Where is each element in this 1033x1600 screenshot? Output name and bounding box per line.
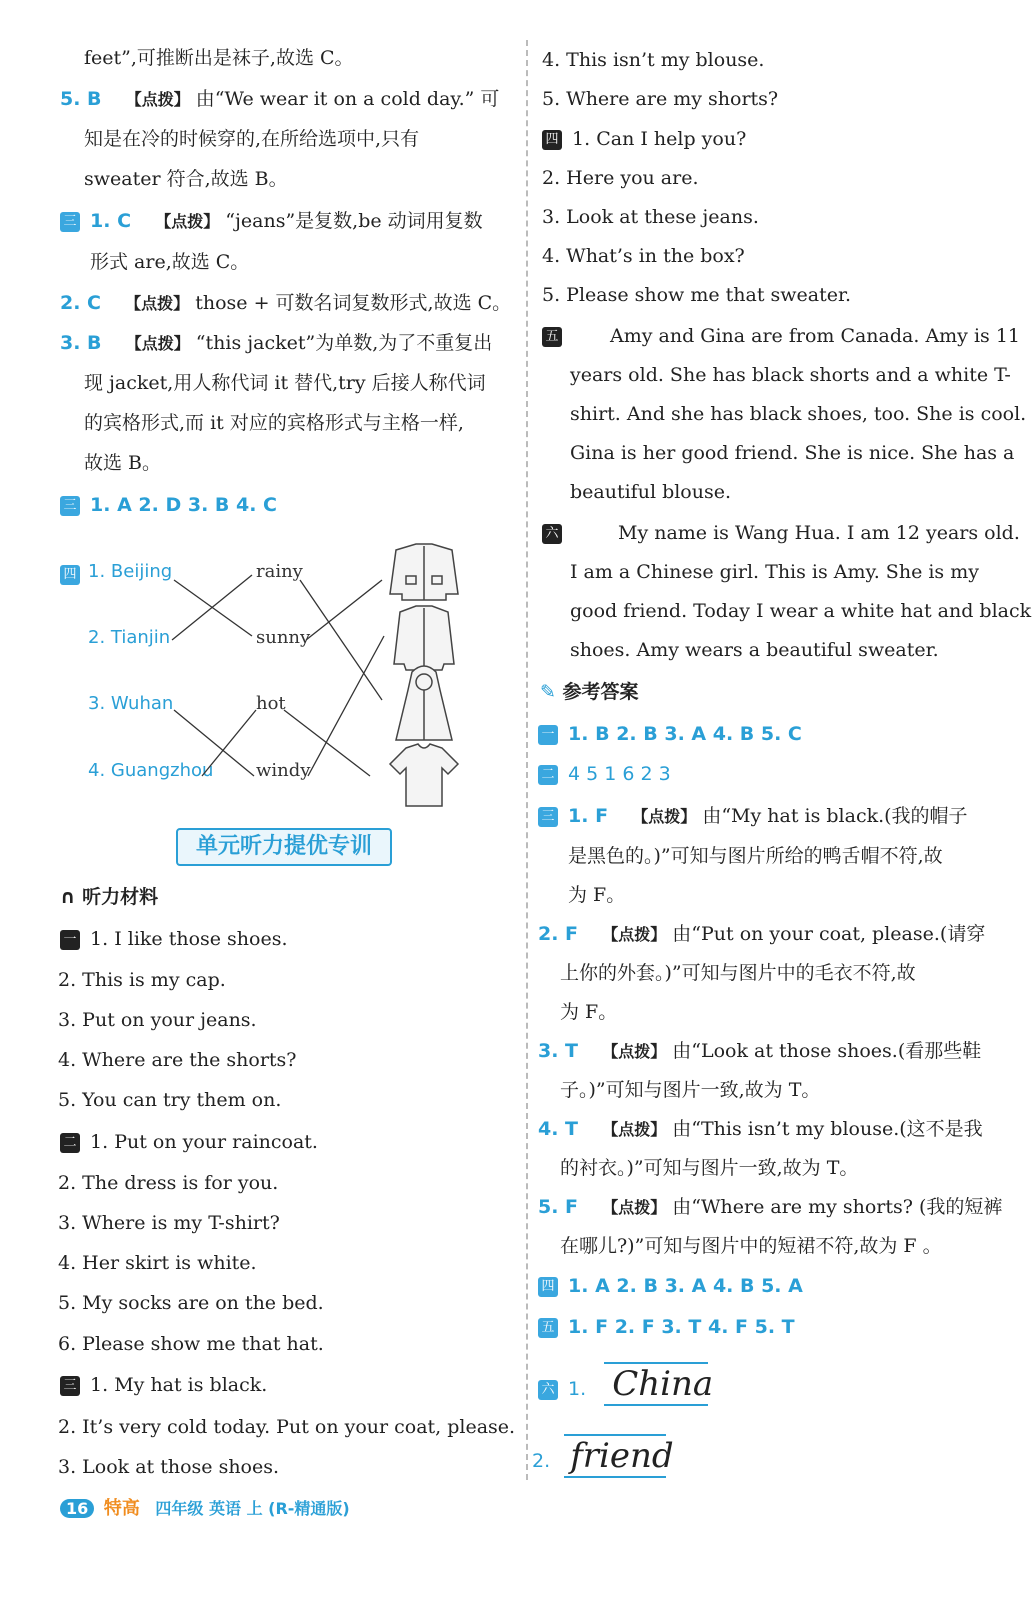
- section-badge: 一: [538, 725, 558, 745]
- text-line: 的衬衣。)”可知与图片一致,故为 T。: [560, 1157, 859, 1179]
- answer-line: 三 1. F 【点拨】 由“My hat is black.(我的帽子: [538, 803, 968, 830]
- listening-title: ∩ 听力材料: [60, 886, 159, 908]
- section-badge: 六: [542, 524, 562, 544]
- matching-diagram: [56, 540, 516, 820]
- match-line: [300, 580, 382, 700]
- hint-tag: 【点拨】: [125, 90, 190, 109]
- answer-line: 六 1. China: [538, 1362, 708, 1409]
- text-line: 在哪儿?)”可知与图片中的短裙不符,故为 F 。: [560, 1235, 942, 1257]
- list-item: 5. You can try them on.: [58, 1089, 282, 1111]
- match-city: 4. Guangzhou: [88, 760, 214, 781]
- section-marker: [542, 520, 566, 546]
- answer-number: 3. B: [60, 332, 102, 354]
- match-city: 2. Tianjin: [88, 627, 171, 648]
- list-item: 5. My socks are on the bed.: [58, 1292, 324, 1314]
- match-line: [202, 710, 256, 776]
- text-line: sweater 符合,故选 B。: [84, 168, 288, 190]
- raincoat-icon: [396, 666, 452, 740]
- hint-tag: 【点拨】: [155, 212, 220, 231]
- list-item: 4. This isn’t my blouse.: [542, 49, 765, 71]
- section-badge: 二: [538, 765, 558, 785]
- hint-text: “this jacket”为单数,为了不重复出: [195, 332, 493, 354]
- paragraph-line: Gina is her good friend. She is nice. She has a: [570, 442, 1015, 464]
- match-weather: hot: [256, 693, 286, 714]
- section-badge: 三: [60, 496, 80, 516]
- list-item: 4. What’s in the box?: [542, 245, 745, 267]
- hint-text: those + 可数名词复数形式,故选 C。: [195, 292, 512, 314]
- answer-line: 五 1. F 2. F 3. T 4. F 5. T: [538, 1314, 795, 1340]
- answer-line: 2. friend: [532, 1436, 674, 1476]
- match-line: [172, 575, 252, 640]
- section-badge: 五: [542, 327, 562, 347]
- list-item: 四 1. Can I help you?: [542, 126, 746, 152]
- match-city: 3. Wuhan: [88, 693, 174, 714]
- answer-line: 一 1. B 2. B 3. A 4. B 5. C: [538, 721, 802, 747]
- section-badge: 三: [60, 1376, 80, 1396]
- hint-tag: 【点拨】: [125, 334, 190, 353]
- answer-line: [60, 290, 511, 317]
- answer-line: 4. T 【点拨】 由“This isn’t my blouse.(这不是我: [538, 1118, 983, 1140]
- text-line: 形式 are,故选 C。: [90, 251, 250, 273]
- section-marker: [542, 323, 566, 349]
- match-weather: rainy: [256, 561, 303, 582]
- answer-line: 四 1. A 2. B 3. A 4. B 5. A: [538, 1273, 803, 1299]
- answer-line: [60, 492, 277, 518]
- list-item: 3. Where is my T-shirt?: [58, 1212, 280, 1234]
- text-line: 上你的外套。)”可知与图片中的毛衣不符,故: [560, 962, 916, 984]
- list-item: 2. Here you are.: [542, 167, 699, 189]
- paragraph-line: Amy and Gina are from Canada. Amy is 11: [610, 325, 1020, 347]
- paragraph-line: years old. She has black shorts and a white T-: [570, 364, 1011, 386]
- list-item: 2. It’s very cold today. Put on your coat, please.: [58, 1416, 516, 1438]
- list-item: 三 1. My hat is black.: [60, 1372, 267, 1398]
- text-line: feet”,可推断出是袜子,故选 C。: [84, 47, 354, 69]
- handwritten-answer: China: [604, 1362, 708, 1406]
- match-weather: windy: [256, 760, 311, 781]
- section-badge: 三: [60, 212, 80, 232]
- list-item: 3. Look at these jeans.: [542, 206, 759, 228]
- list-item: 5. Where are my shorts?: [542, 88, 779, 110]
- book-title: 四年级 英语 上 (R-精通版): [155, 1499, 350, 1518]
- answer-line: 二 4 5 1 6 2 3: [538, 761, 671, 787]
- list-item: 4. Where are the shorts?: [58, 1049, 297, 1071]
- list-item: 一 1. I like those shoes.: [60, 926, 288, 952]
- section-badge: 四: [538, 1277, 558, 1297]
- text-line: 是黑色的。)”可知与图片所给的鸭舌帽不符,故: [568, 845, 943, 867]
- section-badge: 二: [60, 1133, 80, 1153]
- section-badge: 五: [538, 1318, 558, 1338]
- hint-tag: 【点拨】: [125, 294, 190, 313]
- text-line: 知是在冷的时候穿的,在所给选项中,只有: [84, 128, 420, 150]
- list-item: 6. Please show me that hat.: [58, 1333, 324, 1355]
- text-line: 子。)”可知与图片一致,故为 T。: [560, 1079, 821, 1101]
- page-number: 16: [60, 1499, 94, 1518]
- answer-line: 3. T 【点拨】 由“Look at those shoes.(看那些鞋: [538, 1040, 982, 1062]
- list-item: 4. Her skirt is white.: [58, 1252, 257, 1274]
- paragraph-line: good friend. Today I wear a white hat and black: [570, 600, 1032, 622]
- tshirt-icon: [390, 744, 458, 806]
- list-item: 3. Put on your jeans.: [58, 1009, 257, 1031]
- paragraph-line: My name is Wang Hua. I am 12 years old.: [618, 522, 1020, 544]
- paragraph-line: I am a Chinese girl. This is Amy. She is my: [570, 561, 979, 583]
- paragraph-line: shirt. And she has black shoes, too. She is cool.: [570, 403, 1027, 425]
- list-item: 2. The dress is for you.: [58, 1172, 279, 1194]
- answer-line: 5. F 【点拨】 由“Where are my shorts? (我的短裤: [538, 1196, 1003, 1218]
- page-footer: [60, 1494, 350, 1520]
- hint-text: “jeans”是复数,be 动词用复数: [225, 210, 483, 232]
- match-line: [306, 580, 382, 640]
- text-line: 现 jacket,用人称代词 it 替代,try 后接人称代词: [84, 372, 486, 394]
- paragraph-line: beautiful blouse.: [570, 481, 732, 503]
- answer-line: [60, 86, 499, 113]
- handwritten-answer: friend: [564, 1434, 666, 1478]
- answer-number: 2. C: [60, 292, 101, 314]
- shirt-icon: [394, 606, 454, 670]
- hint-text: 由“We wear it on a cold day.” 可: [195, 88, 500, 110]
- answer-line: [60, 208, 483, 235]
- unit-listening-banner: 单元听力提优专训: [176, 828, 392, 866]
- section-badge: 六: [538, 1380, 558, 1400]
- match-line: [284, 710, 370, 776]
- section-badge: 四: [60, 565, 80, 585]
- match-city: 1. Beijing: [88, 561, 173, 582]
- match-line: [174, 580, 252, 636]
- jacket-icon: [390, 544, 458, 600]
- list-item: 二 1. Put on your raincoat.: [60, 1129, 318, 1155]
- answer-number: 5. B: [60, 88, 102, 110]
- brand-logo: 特高: [103, 1498, 140, 1519]
- paragraph-line: shoes. Amy wears a beautiful sweater.: [570, 639, 939, 661]
- key-icon: ✎: [540, 681, 556, 703]
- section-badge: 一: [60, 930, 80, 950]
- answer-line: [60, 330, 492, 357]
- headphones-icon: ∩: [60, 886, 76, 908]
- match-weather: sunny: [256, 627, 311, 648]
- answer-line: 2. F 【点拨】 由“Put on your coat, please.(请穿: [538, 923, 986, 945]
- text-line: 故选 B。: [84, 452, 162, 474]
- text-line: 为 F。: [568, 884, 626, 906]
- list-item: 3. Look at those shoes.: [58, 1456, 280, 1478]
- section-badge: 四: [542, 130, 562, 150]
- answers-title: ✎ 参考答案: [540, 681, 639, 703]
- answer-number: 1. C: [90, 210, 132, 232]
- list-item: 5. Please show me that sweater.: [542, 284, 852, 306]
- list-item: 2. This is my cap.: [58, 969, 226, 991]
- text-line: 的宾格形式,而 it 对应的宾格形式与主格一样,: [84, 412, 464, 434]
- answer-list: 1. A 2. D 3. B 4. C: [90, 494, 278, 516]
- match-line: [308, 636, 384, 776]
- match-line: [174, 710, 254, 776]
- section-badge: 三: [538, 807, 558, 827]
- text-line: 为 F。: [560, 1001, 618, 1023]
- column-divider: [526, 40, 528, 1480]
